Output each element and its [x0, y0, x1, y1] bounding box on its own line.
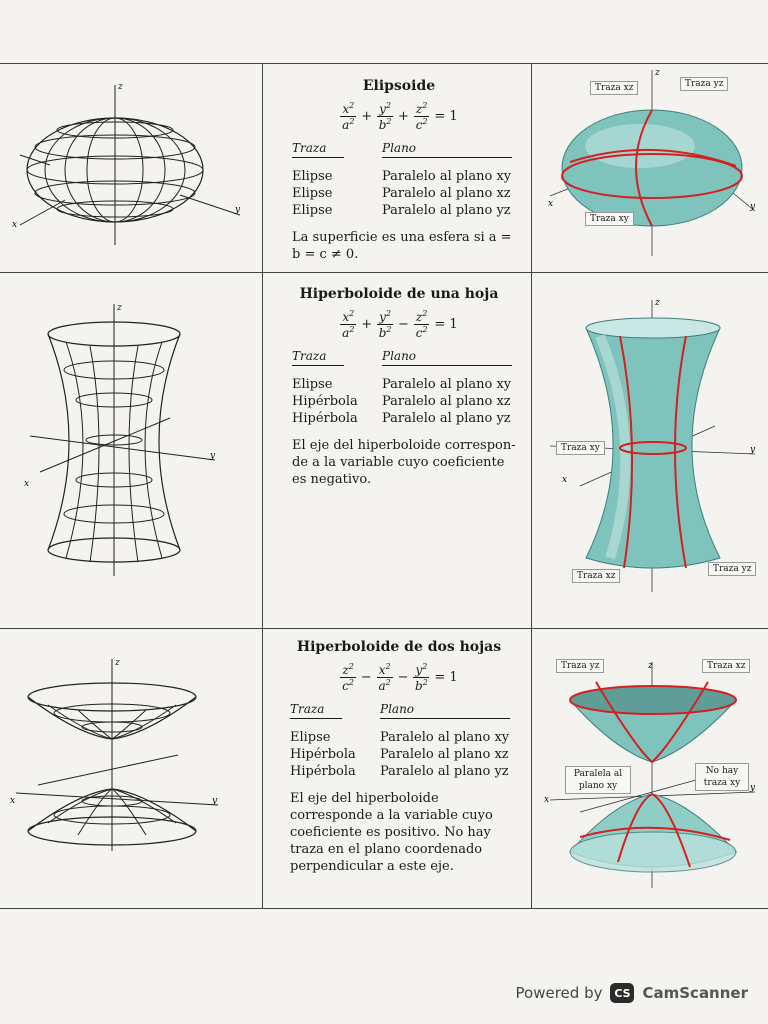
ellipsoid-trace-table [292, 141, 512, 219]
label-no-hay-traza-xy: No hay traza xy [695, 763, 749, 791]
hyperboloid1-equation: $\frac{x^2}{a^2}$ + $\frac{y^2}{b^2}$ − $\frac{z^2}{c^2}$ = 1 [342, 309, 458, 340]
hyperboloid1-axis-y-2: y [750, 445, 756, 455]
label-traza-xy-1: Traza xy [585, 212, 634, 226]
hyperboloid2-axis-z-2: z [648, 661, 653, 671]
hyperboloid1-axis-x-2: x [562, 475, 568, 485]
ellipsoid-title: Elipsoide [362, 78, 436, 94]
hyperboloid-one-sheet-text-block [270, 286, 528, 488]
plano-header: Plano [380, 702, 510, 719]
column-divider-1 [262, 63, 263, 909]
table-row: Elipse Paralelo al plano xy [292, 377, 512, 392]
plano-header: Plano [382, 141, 512, 158]
label-traza-yz-2: Traza yz [708, 562, 756, 576]
hyperboloid-two-sheets-text-block [270, 639, 528, 875]
label-traza-xy-2: Traza xy [556, 441, 605, 455]
label-traza-xz-2: Traza xz [572, 569, 620, 583]
label-paralela-plano-xy: Paralela al plano xy [565, 766, 631, 794]
traza-header: Traza [292, 349, 344, 366]
camscanner-logo-icon: CS [610, 983, 634, 1003]
ellipsoid-equation: $\frac{x^2}{a^2}$ + $\frac{y^2}{b^2}$ + $\frac{z^2}{c^2}$ = 1 [342, 101, 458, 132]
label-traza-xz-3: Traza xz [702, 659, 750, 673]
hyperboloid2-axis-x: x [10, 796, 16, 806]
camscanner-watermark [516, 983, 748, 1003]
table-row: Hipérbola Paralelo al plano xz [292, 394, 511, 409]
ellipsoid-axis-z: z [118, 82, 123, 92]
hyperboloid-one-sheet-wireframe [20, 300, 250, 580]
table-row: Hipérbola Paralelo al plano yz [290, 764, 509, 779]
table-row: Hipérbola Paralelo al plano xz [290, 747, 509, 762]
traza-header: Traza [290, 702, 342, 719]
hyperboloid2-trace-table [290, 702, 510, 780]
hyperboloid2-axis-z: z [115, 658, 120, 668]
ellipsoid-colored-figure [540, 66, 762, 266]
hyperboloid1-trace-table [292, 349, 512, 427]
hyperboloid-two-sheets-wireframe [8, 655, 250, 855]
column-divider-2 [531, 63, 532, 909]
hyperboloid2-axis-y-2: y [750, 783, 756, 793]
hyperboloid2-note: El eje del hiperboloide corresponde a la variable cuyo coeficiente es positivo. No hay traza en el plano coordenado perpendicular a este eje. [290, 791, 493, 874]
table-row: Elipse Paralelo al plano yz [292, 203, 511, 218]
label-traza-yz-1: Traza yz [680, 77, 728, 91]
table-row: Elipse Paralelo al plano xz [292, 186, 511, 201]
table-row: Elipse Paralelo al plano xy [290, 730, 510, 745]
ellipsoid-wireframe-figure [10, 75, 250, 255]
ellipsoid-text-block [270, 78, 528, 263]
hyperboloid1-axis-z-2: z [655, 298, 660, 308]
ellipsoid-axis-y: y [235, 205, 241, 215]
camscanner-brand: CamScanner [642, 984, 748, 1002]
hyperboloid2-axis-y: y [212, 796, 218, 806]
traza-header: Traza [292, 141, 344, 158]
ellipsoid-axis-z-2: z [655, 68, 660, 78]
hyperboloid1-axis-x: x [24, 479, 30, 489]
label-traza-yz-3: Traza yz [556, 659, 604, 673]
label-traza-xz-1: Traza xz [590, 81, 638, 95]
hyperboloid1-axis-y: y [210, 451, 216, 461]
row-divider-2 [0, 628, 768, 629]
ellipsoid-note: La superficie es una esfera si a = b = c ≠ 0. [292, 230, 512, 262]
row-divider-1 [0, 272, 768, 273]
table-border-bottom [0, 908, 768, 909]
hyperboloid1-title: Hiperboloide de una hoja [299, 286, 499, 302]
ellipsoid-axis-y-2: y [750, 202, 756, 212]
hyperboloid2-equation: $\frac{z^2}{c^2}$ − $\frac{x^2}{a^2}$ − $\frac{y^2}{b^2}$ = 1 [342, 662, 458, 693]
hyperboloid2-title: Hiperboloide de dos hojas [296, 639, 502, 655]
ellipsoid-axis-x-2: x [548, 199, 554, 209]
hyperboloid1-axis-z: z [117, 303, 122, 313]
table-border-top [0, 63, 768, 64]
table-row: Elipse Paralelo al plano xy [292, 169, 512, 184]
hyperboloid2-axis-x-2: x [544, 795, 550, 805]
hyperboloid1-note: El eje del hiperboloide corresponde a la variable cuyo coeficiente es negativo. [292, 438, 516, 487]
table-row: Hipérbola Paralelo al plano yz [292, 411, 511, 426]
ellipsoid-axis-x: x [12, 220, 18, 230]
powered-by-text: Powered by [515, 984, 603, 1002]
plano-header: Plano [382, 349, 512, 366]
